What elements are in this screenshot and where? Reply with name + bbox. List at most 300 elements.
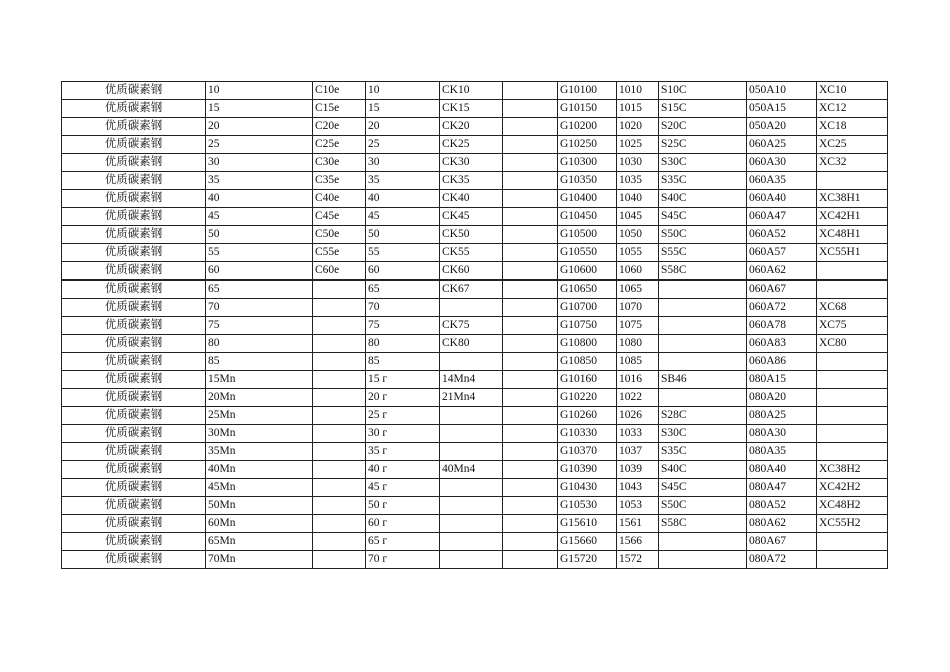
table-row bbox=[62, 136, 888, 154]
china-gb-grade-cell: 20 bbox=[206, 118, 313, 136]
china-gb-grade-cell: 40Mn bbox=[206, 461, 313, 479]
japan-jis-grade-cell: S30C bbox=[659, 425, 747, 443]
china-gb-grade-cell: 60 bbox=[206, 262, 313, 281]
uk-bs-grade-cell: 080A30 bbox=[747, 425, 817, 443]
germany-din-grade-cell bbox=[440, 497, 503, 515]
blank-column-cell bbox=[503, 389, 558, 407]
table-row bbox=[62, 515, 888, 533]
usa-aisi-grade-cell: 1070 bbox=[617, 299, 659, 317]
japan-jis-grade-cell: S50C bbox=[659, 226, 747, 244]
france-nf-grade-cell: XC55H1 bbox=[817, 244, 888, 262]
usa-aisi-grade-cell: 1020 bbox=[617, 118, 659, 136]
usa-aisi-grade-cell: 1065 bbox=[617, 280, 659, 299]
blank-column-cell bbox=[503, 335, 558, 353]
iso-grade-cell bbox=[313, 335, 366, 353]
usa-aisi-grade-cell: 1045 bbox=[617, 208, 659, 226]
iso-grade-cell: C20e bbox=[313, 118, 366, 136]
germany-din-grade-cell: CK50 bbox=[440, 226, 503, 244]
material-category-cell: 优质碳素钢 bbox=[62, 461, 206, 479]
russia-gost-grade-cell: 70 г bbox=[366, 551, 440, 569]
germany-din-grade-cell: CK55 bbox=[440, 244, 503, 262]
blank-column-cell bbox=[503, 280, 558, 299]
table-row bbox=[62, 262, 888, 281]
usa-uns-grade-cell: G15660 bbox=[558, 533, 617, 551]
china-gb-grade-cell: 50Mn bbox=[206, 497, 313, 515]
germany-din-grade-cell: CK45 bbox=[440, 208, 503, 226]
table-row bbox=[62, 244, 888, 262]
material-category-cell: 优质碳素钢 bbox=[62, 172, 206, 190]
uk-bs-grade-cell: 080A62 bbox=[747, 515, 817, 533]
iso-grade-cell bbox=[313, 461, 366, 479]
usa-uns-grade-cell: G10430 bbox=[558, 479, 617, 497]
blank-column-cell bbox=[503, 100, 558, 118]
usa-aisi-grade-cell: 1037 bbox=[617, 443, 659, 461]
usa-aisi-grade-cell: 1039 bbox=[617, 461, 659, 479]
iso-grade-cell: C50e bbox=[313, 226, 366, 244]
material-category-cell: 优质碳素钢 bbox=[62, 479, 206, 497]
japan-jis-grade-cell bbox=[659, 280, 747, 299]
china-gb-grade-cell: 70Mn bbox=[206, 551, 313, 569]
material-category-cell: 优质碳素钢 bbox=[62, 317, 206, 335]
table-row bbox=[62, 118, 888, 136]
blank-column-cell bbox=[503, 317, 558, 335]
japan-jis-grade-cell bbox=[659, 551, 747, 569]
material-category-cell: 优质碳素钢 bbox=[62, 515, 206, 533]
material-category-cell: 优质碳素钢 bbox=[62, 497, 206, 515]
russia-gost-grade-cell: 50 г bbox=[366, 497, 440, 515]
blank-column-cell bbox=[503, 82, 558, 100]
japan-jis-grade-cell: S40C bbox=[659, 461, 747, 479]
material-category-cell: 优质碳素钢 bbox=[62, 299, 206, 317]
japan-jis-grade-cell: S15C bbox=[659, 100, 747, 118]
russia-gost-grade-cell: 65 bbox=[366, 280, 440, 299]
table-row bbox=[62, 154, 888, 172]
usa-uns-grade-cell: G10600 bbox=[558, 262, 617, 281]
germany-din-grade-cell: 21Mn4 bbox=[440, 389, 503, 407]
germany-din-grade-cell bbox=[440, 353, 503, 371]
table-row bbox=[62, 371, 888, 389]
usa-aisi-grade-cell: 1080 bbox=[617, 335, 659, 353]
table-row bbox=[62, 299, 888, 317]
russia-gost-grade-cell: 50 bbox=[366, 226, 440, 244]
usa-aisi-grade-cell: 1022 bbox=[617, 389, 659, 407]
russia-gost-grade-cell: 85 bbox=[366, 353, 440, 371]
russia-gost-grade-cell: 80 bbox=[366, 335, 440, 353]
usa-aisi-grade-cell: 1566 bbox=[617, 533, 659, 551]
usa-uns-grade-cell: G10650 bbox=[558, 280, 617, 299]
table-row bbox=[62, 479, 888, 497]
blank-column-cell bbox=[503, 515, 558, 533]
uk-bs-grade-cell: 060A52 bbox=[747, 226, 817, 244]
france-nf-grade-cell: XC12 bbox=[817, 100, 888, 118]
germany-din-grade-cell: 40Mn4 bbox=[440, 461, 503, 479]
usa-uns-grade-cell: G10260 bbox=[558, 407, 617, 425]
uk-bs-grade-cell: 060A30 bbox=[747, 154, 817, 172]
usa-uns-grade-cell: G10150 bbox=[558, 100, 617, 118]
russia-gost-grade-cell: 55 bbox=[366, 244, 440, 262]
japan-jis-grade-cell: S35C bbox=[659, 443, 747, 461]
japan-jis-grade-cell: S28C bbox=[659, 407, 747, 425]
usa-aisi-grade-cell: 1033 bbox=[617, 425, 659, 443]
france-nf-grade-cell: XC68 bbox=[817, 299, 888, 317]
usa-uns-grade-cell: G10500 bbox=[558, 226, 617, 244]
usa-uns-grade-cell: G10750 bbox=[558, 317, 617, 335]
russia-gost-grade-cell: 40 bbox=[366, 190, 440, 208]
russia-gost-grade-cell: 35 г bbox=[366, 443, 440, 461]
blank-column-cell bbox=[503, 479, 558, 497]
usa-aisi-grade-cell: 1035 bbox=[617, 172, 659, 190]
iso-grade-cell bbox=[313, 425, 366, 443]
blank-column-cell bbox=[503, 244, 558, 262]
blank-column-cell bbox=[503, 226, 558, 244]
uk-bs-grade-cell: 080A52 bbox=[747, 497, 817, 515]
usa-uns-grade-cell: G10350 bbox=[558, 172, 617, 190]
russia-gost-grade-cell: 70 bbox=[366, 299, 440, 317]
material-category-cell: 优质碳素钢 bbox=[62, 389, 206, 407]
russia-gost-grade-cell: 65 г bbox=[366, 533, 440, 551]
china-gb-grade-cell: 15Mn bbox=[206, 371, 313, 389]
russia-gost-grade-cell: 40 г bbox=[366, 461, 440, 479]
usa-aisi-grade-cell: 1025 bbox=[617, 136, 659, 154]
russia-gost-grade-cell: 45 bbox=[366, 208, 440, 226]
germany-din-grade-cell: CK60 bbox=[440, 262, 503, 281]
japan-jis-grade-cell: S30C bbox=[659, 154, 747, 172]
france-nf-grade-cell bbox=[817, 389, 888, 407]
russia-gost-grade-cell: 30 bbox=[366, 154, 440, 172]
usa-uns-grade-cell: G10850 bbox=[558, 353, 617, 371]
russia-gost-grade-cell: 45 г bbox=[366, 479, 440, 497]
blank-column-cell bbox=[503, 136, 558, 154]
france-nf-grade-cell: XC38H1 bbox=[817, 190, 888, 208]
japan-jis-grade-cell bbox=[659, 317, 747, 335]
blank-column-cell bbox=[503, 299, 558, 317]
china-gb-grade-cell: 85 bbox=[206, 353, 313, 371]
russia-gost-grade-cell: 60 bbox=[366, 262, 440, 281]
france-nf-grade-cell: XC42H2 bbox=[817, 479, 888, 497]
iso-grade-cell bbox=[313, 280, 366, 299]
table-row bbox=[62, 335, 888, 353]
material-category-cell: 优质碳素钢 bbox=[62, 118, 206, 136]
japan-jis-grade-cell: S58C bbox=[659, 515, 747, 533]
china-gb-grade-cell: 45 bbox=[206, 208, 313, 226]
france-nf-grade-cell: XC48H2 bbox=[817, 497, 888, 515]
blank-column-cell bbox=[503, 407, 558, 425]
usa-aisi-grade-cell: 1016 bbox=[617, 371, 659, 389]
uk-bs-grade-cell: 060A67 bbox=[747, 280, 817, 299]
usa-uns-grade-cell: G10100 bbox=[558, 82, 617, 100]
france-nf-grade-cell bbox=[817, 407, 888, 425]
material-category-cell: 优质碳素钢 bbox=[62, 100, 206, 118]
uk-bs-grade-cell: 060A57 bbox=[747, 244, 817, 262]
germany-din-grade-cell bbox=[440, 443, 503, 461]
iso-grade-cell: C40e bbox=[313, 190, 366, 208]
material-category-cell: 优质碳素钢 bbox=[62, 82, 206, 100]
table-row bbox=[62, 82, 888, 100]
usa-aisi-grade-cell: 1050 bbox=[617, 226, 659, 244]
russia-gost-grade-cell: 25 bbox=[366, 136, 440, 154]
china-gb-grade-cell: 40 bbox=[206, 190, 313, 208]
usa-aisi-grade-cell: 1060 bbox=[617, 262, 659, 281]
iso-grade-cell bbox=[313, 515, 366, 533]
usa-aisi-grade-cell: 1040 bbox=[617, 190, 659, 208]
material-category-cell: 优质碳素钢 bbox=[62, 551, 206, 569]
germany-din-grade-cell: CK40 bbox=[440, 190, 503, 208]
usa-uns-grade-cell: G10530 bbox=[558, 497, 617, 515]
france-nf-grade-cell: XC25 bbox=[817, 136, 888, 154]
russia-gost-grade-cell: 35 bbox=[366, 172, 440, 190]
france-nf-grade-cell bbox=[817, 533, 888, 551]
table-row bbox=[62, 443, 888, 461]
iso-grade-cell: C35e bbox=[313, 172, 366, 190]
usa-uns-grade-cell: G15720 bbox=[558, 551, 617, 569]
france-nf-grade-cell: XC75 bbox=[817, 317, 888, 335]
germany-din-grade-cell: CK75 bbox=[440, 317, 503, 335]
table-row bbox=[62, 317, 888, 335]
japan-jis-grade-cell bbox=[659, 299, 747, 317]
uk-bs-grade-cell: 080A72 bbox=[747, 551, 817, 569]
russia-gost-grade-cell: 15 г bbox=[366, 371, 440, 389]
usa-aisi-grade-cell: 1055 bbox=[617, 244, 659, 262]
china-gb-grade-cell: 35Mn bbox=[206, 443, 313, 461]
iso-grade-cell: C10e bbox=[313, 82, 366, 100]
uk-bs-grade-cell: 060A25 bbox=[747, 136, 817, 154]
iso-grade-cell bbox=[313, 407, 366, 425]
france-nf-grade-cell bbox=[817, 280, 888, 299]
japan-jis-grade-cell: S35C bbox=[659, 172, 747, 190]
usa-aisi-grade-cell: 1053 bbox=[617, 497, 659, 515]
table-row bbox=[62, 208, 888, 226]
table-row bbox=[62, 461, 888, 479]
japan-jis-grade-cell: S10C bbox=[659, 82, 747, 100]
france-nf-grade-cell: XC42H1 bbox=[817, 208, 888, 226]
iso-grade-cell bbox=[313, 299, 366, 317]
blank-column-cell bbox=[503, 154, 558, 172]
table-row bbox=[62, 425, 888, 443]
table-row bbox=[62, 172, 888, 190]
france-nf-grade-cell: XC10 bbox=[817, 82, 888, 100]
usa-uns-grade-cell: G10250 bbox=[558, 136, 617, 154]
china-gb-grade-cell: 10 bbox=[206, 82, 313, 100]
germany-din-grade-cell bbox=[440, 533, 503, 551]
iso-grade-cell bbox=[313, 533, 366, 551]
usa-aisi-grade-cell: 1010 bbox=[617, 82, 659, 100]
uk-bs-grade-cell: 080A35 bbox=[747, 443, 817, 461]
table-row bbox=[62, 353, 888, 371]
material-category-cell: 优质碳素钢 bbox=[62, 407, 206, 425]
germany-din-grade-cell bbox=[440, 425, 503, 443]
usa-aisi-grade-cell: 1075 bbox=[617, 317, 659, 335]
material-category-cell: 优质碳素钢 bbox=[62, 371, 206, 389]
material-category-cell: 优质碳素钢 bbox=[62, 443, 206, 461]
germany-din-grade-cell: 14Mn4 bbox=[440, 371, 503, 389]
germany-din-grade-cell bbox=[440, 299, 503, 317]
uk-bs-grade-cell: 060A35 bbox=[747, 172, 817, 190]
japan-jis-grade-cell: SB46 bbox=[659, 371, 747, 389]
japan-jis-grade-cell: S55C bbox=[659, 244, 747, 262]
russia-gost-grade-cell: 20 bbox=[366, 118, 440, 136]
blank-column-cell bbox=[503, 497, 558, 515]
uk-bs-grade-cell: 060A78 bbox=[747, 317, 817, 335]
material-category-cell: 优质碳素钢 bbox=[62, 533, 206, 551]
china-gb-grade-cell: 60Mn bbox=[206, 515, 313, 533]
material-category-cell: 优质碳素钢 bbox=[62, 226, 206, 244]
japan-jis-grade-cell: S40C bbox=[659, 190, 747, 208]
uk-bs-grade-cell: 080A20 bbox=[747, 389, 817, 407]
uk-bs-grade-cell: 060A72 bbox=[747, 299, 817, 317]
table-row bbox=[62, 533, 888, 551]
iso-grade-cell: C30e bbox=[313, 154, 366, 172]
germany-din-grade-cell bbox=[440, 407, 503, 425]
russia-gost-grade-cell: 75 bbox=[366, 317, 440, 335]
uk-bs-grade-cell: 060A40 bbox=[747, 190, 817, 208]
uk-bs-grade-cell: 080A25 bbox=[747, 407, 817, 425]
iso-grade-cell bbox=[313, 497, 366, 515]
material-category-cell: 优质碳素钢 bbox=[62, 190, 206, 208]
iso-grade-cell: C15e bbox=[313, 100, 366, 118]
france-nf-grade-cell: XC18 bbox=[817, 118, 888, 136]
material-category-cell: 优质碳素钢 bbox=[62, 136, 206, 154]
material-category-cell: 优质碳素钢 bbox=[62, 353, 206, 371]
blank-column-cell bbox=[503, 208, 558, 226]
blank-column-cell bbox=[503, 371, 558, 389]
uk-bs-grade-cell: 080A47 bbox=[747, 479, 817, 497]
germany-din-grade-cell bbox=[440, 515, 503, 533]
france-nf-grade-cell: XC80 bbox=[817, 335, 888, 353]
china-gb-grade-cell: 25 bbox=[206, 136, 313, 154]
germany-din-grade-cell bbox=[440, 551, 503, 569]
japan-jis-grade-cell bbox=[659, 389, 747, 407]
iso-grade-cell bbox=[313, 389, 366, 407]
russia-gost-grade-cell: 30 г bbox=[366, 425, 440, 443]
germany-din-grade-cell: CK25 bbox=[440, 136, 503, 154]
table-row bbox=[62, 226, 888, 244]
iso-grade-cell: C25e bbox=[313, 136, 366, 154]
usa-uns-grade-cell: G10800 bbox=[558, 335, 617, 353]
japan-jis-grade-cell: S50C bbox=[659, 497, 747, 515]
china-gb-grade-cell: 70 bbox=[206, 299, 313, 317]
china-gb-grade-cell: 65 bbox=[206, 280, 313, 299]
japan-jis-grade-cell: S45C bbox=[659, 479, 747, 497]
material-category-cell: 优质碳素钢 bbox=[62, 244, 206, 262]
uk-bs-grade-cell: 060A62 bbox=[747, 262, 817, 281]
usa-uns-grade-cell: G10450 bbox=[558, 208, 617, 226]
uk-bs-grade-cell: 060A83 bbox=[747, 335, 817, 353]
usa-uns-grade-cell: G15610 bbox=[558, 515, 617, 533]
usa-aisi-grade-cell: 1085 bbox=[617, 353, 659, 371]
usa-uns-grade-cell: G10700 bbox=[558, 299, 617, 317]
usa-aisi-grade-cell: 1026 bbox=[617, 407, 659, 425]
blank-column-cell bbox=[503, 118, 558, 136]
france-nf-grade-cell bbox=[817, 371, 888, 389]
germany-din-grade-cell: CK80 bbox=[440, 335, 503, 353]
germany-din-grade-cell: CK67 bbox=[440, 280, 503, 299]
uk-bs-grade-cell: 060A86 bbox=[747, 353, 817, 371]
uk-bs-grade-cell: 080A15 bbox=[747, 371, 817, 389]
material-category-cell: 优质碳素钢 bbox=[62, 335, 206, 353]
usa-uns-grade-cell: G10220 bbox=[558, 389, 617, 407]
usa-aisi-grade-cell: 1572 bbox=[617, 551, 659, 569]
uk-bs-grade-cell: 080A40 bbox=[747, 461, 817, 479]
germany-din-grade-cell: CK15 bbox=[440, 100, 503, 118]
uk-bs-grade-cell: 050A20 bbox=[747, 118, 817, 136]
usa-uns-grade-cell: G10200 bbox=[558, 118, 617, 136]
material-category-cell: 优质碳素钢 bbox=[62, 425, 206, 443]
usa-uns-grade-cell: G10550 bbox=[558, 244, 617, 262]
china-gb-grade-cell: 25Mn bbox=[206, 407, 313, 425]
germany-din-grade-cell: CK30 bbox=[440, 154, 503, 172]
france-nf-grade-cell bbox=[817, 443, 888, 461]
usa-aisi-grade-cell: 1043 bbox=[617, 479, 659, 497]
china-gb-grade-cell: 15 bbox=[206, 100, 313, 118]
france-nf-grade-cell: XC32 bbox=[817, 154, 888, 172]
germany-din-grade-cell bbox=[440, 479, 503, 497]
russia-gost-grade-cell: 60 г bbox=[366, 515, 440, 533]
blank-column-cell bbox=[503, 190, 558, 208]
usa-uns-grade-cell: G10400 bbox=[558, 190, 617, 208]
iso-grade-cell bbox=[313, 371, 366, 389]
japan-jis-grade-cell: S25C bbox=[659, 136, 747, 154]
russia-gost-grade-cell: 20 г bbox=[366, 389, 440, 407]
table-body bbox=[62, 82, 888, 569]
material-category-cell: 优质碳素钢 bbox=[62, 154, 206, 172]
uk-bs-grade-cell: 060A47 bbox=[747, 208, 817, 226]
france-nf-grade-cell: XC48H1 bbox=[817, 226, 888, 244]
material-category-cell: 优质碳素钢 bbox=[62, 208, 206, 226]
china-gb-grade-cell: 55 bbox=[206, 244, 313, 262]
blank-column-cell bbox=[503, 172, 558, 190]
uk-bs-grade-cell: 050A15 bbox=[747, 100, 817, 118]
usa-uns-grade-cell: G10300 bbox=[558, 154, 617, 172]
iso-grade-cell bbox=[313, 353, 366, 371]
france-nf-grade-cell bbox=[817, 172, 888, 190]
japan-jis-grade-cell: S20C bbox=[659, 118, 747, 136]
china-gb-grade-cell: 75 bbox=[206, 317, 313, 335]
russia-gost-grade-cell: 10 bbox=[366, 82, 440, 100]
japan-jis-grade-cell: S58C bbox=[659, 262, 747, 281]
uk-bs-grade-cell: 080A67 bbox=[747, 533, 817, 551]
material-category-cell: 优质碳素钢 bbox=[62, 280, 206, 299]
blank-column-cell bbox=[503, 533, 558, 551]
table-row bbox=[62, 551, 888, 569]
china-gb-grade-cell: 30 bbox=[206, 154, 313, 172]
germany-din-grade-cell: CK10 bbox=[440, 82, 503, 100]
blank-column-cell bbox=[503, 425, 558, 443]
uk-bs-grade-cell: 050A10 bbox=[747, 82, 817, 100]
iso-grade-cell: C60e bbox=[313, 262, 366, 281]
blank-column-cell bbox=[503, 443, 558, 461]
france-nf-grade-cell bbox=[817, 262, 888, 281]
table-row bbox=[62, 190, 888, 208]
iso-grade-cell bbox=[313, 479, 366, 497]
iso-grade-cell: C55e bbox=[313, 244, 366, 262]
china-gb-grade-cell: 20Mn bbox=[206, 389, 313, 407]
usa-uns-grade-cell: G10390 bbox=[558, 461, 617, 479]
table-row bbox=[62, 100, 888, 118]
usa-aisi-grade-cell: 1015 bbox=[617, 100, 659, 118]
usa-uns-grade-cell: G10330 bbox=[558, 425, 617, 443]
japan-jis-grade-cell bbox=[659, 533, 747, 551]
china-gb-grade-cell: 35 bbox=[206, 172, 313, 190]
japan-jis-grade-cell: S45C bbox=[659, 208, 747, 226]
blank-column-cell bbox=[503, 461, 558, 479]
france-nf-grade-cell bbox=[817, 353, 888, 371]
table-row bbox=[62, 407, 888, 425]
china-gb-grade-cell: 50 bbox=[206, 226, 313, 244]
table-row bbox=[62, 497, 888, 515]
blank-column-cell bbox=[503, 353, 558, 371]
france-nf-grade-cell bbox=[817, 551, 888, 569]
china-gb-grade-cell: 65Mn bbox=[206, 533, 313, 551]
